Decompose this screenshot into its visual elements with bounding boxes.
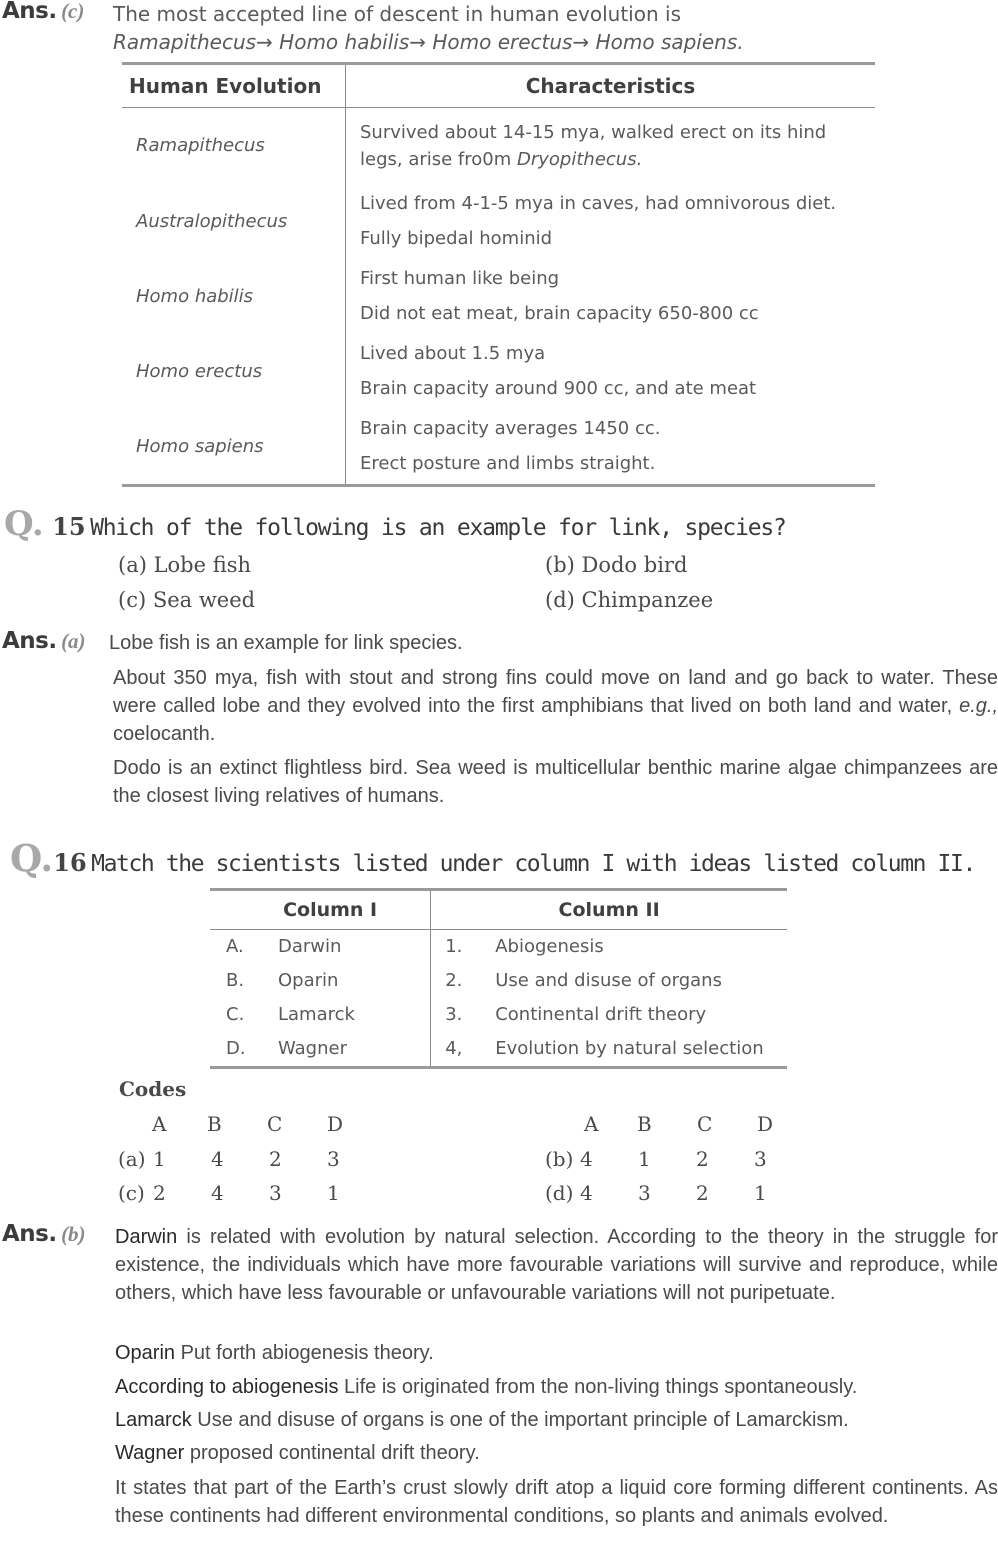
option-b: (b) Dodo bird (545, 553, 688, 577)
answer-label-q16 (2, 1221, 86, 1247)
scientist-name: Lamarck (278, 998, 431, 1032)
code-opt: (a) (118, 1147, 146, 1171)
code-col: B (207, 1112, 222, 1136)
char-line: Lived about 1.5 mya (360, 343, 546, 364)
idea-text: Evolution by natural selection (495, 1038, 764, 1059)
header-column-2: Column II (558, 899, 660, 921)
table-row (210, 1032, 787, 1066)
characteristics-cell (346, 259, 876, 334)
answer-label-q14 (2, 0, 84, 24)
question-number: 15 (52, 512, 86, 541)
code-val: 1 (638, 1147, 651, 1171)
code-val: 3 (327, 1147, 340, 1171)
code-val: 3 (269, 1181, 282, 1205)
keyword: Darwin (115, 1226, 178, 1248)
species-name: Ramapithecus (122, 108, 346, 184)
row-letter: C. (226, 1004, 245, 1025)
para-text: coelocanth. (113, 723, 216, 745)
code-val: 4 (211, 1181, 224, 1205)
table-row (210, 998, 787, 1032)
species-name: Homo erectus (122, 334, 346, 409)
row-letter: B. (226, 970, 245, 991)
char-text: legs, arise fro0m (360, 148, 517, 170)
para-text: proposed continental drift theory. (184, 1442, 480, 1464)
table-row (210, 964, 787, 998)
code-col: A (584, 1112, 599, 1136)
table-row (122, 108, 875, 184)
row-number: 4, (445, 1038, 463, 1059)
idea-text: Continental drift theory (495, 1004, 707, 1025)
char-line: Fully bipedal hominid (360, 228, 553, 249)
table-row (122, 184, 875, 259)
row-number: 2. (445, 970, 463, 991)
char-line: Brain capacity around 900 cc, and ate meat (360, 378, 757, 399)
row-letter: D. (226, 1038, 246, 1059)
characteristics-cell (346, 409, 876, 484)
char-italic: Dryopithecus. (517, 148, 643, 170)
q16-paragraph-drift: It states that part of the Earth’s crust slowly drift atop a liquid core forming different continents. As these continents had different environmental conditions, so plants and animals evolved. (115, 1477, 998, 1527)
code-option-d (545, 1181, 784, 1205)
para-italic: e.g., (959, 695, 998, 717)
question-16-heading (10, 836, 975, 880)
code-opt: (d) (545, 1181, 574, 1205)
answer-option: (a) (61, 629, 86, 653)
para-text: Life is originated from the non-living things spontaneously. (338, 1376, 858, 1398)
code-col: C (267, 1112, 283, 1136)
question-number: 16 (53, 848, 87, 877)
table-bottom-rule (210, 1066, 787, 1069)
header-characteristics: Characteristics (525, 74, 696, 98)
code-option-c (118, 1181, 357, 1205)
char-line: Brain capacity averages 1450 cc. (360, 418, 661, 439)
code-val: 2 (696, 1181, 709, 1205)
q16-paragraph-lamarck (115, 1406, 849, 1434)
scientist-name: Oparin (278, 964, 431, 998)
code-val: 1 (754, 1181, 767, 1205)
keyword: Lamarck (115, 1409, 192, 1431)
characteristics-cell (346, 334, 876, 409)
evolution-table (122, 62, 875, 487)
code-option-b (545, 1147, 784, 1171)
q16-paragraph-oparin (115, 1339, 434, 1367)
characteristics-cell (346, 184, 876, 259)
q16-paragraph-abiogenesis (115, 1373, 857, 1401)
table-row (122, 409, 875, 484)
species-name: Homo habilis (122, 259, 346, 334)
table-bottom-rule (122, 484, 875, 487)
code-col: A (152, 1112, 167, 1136)
keyword: Oparin (115, 1342, 176, 1364)
q16-paragraph-wagner (115, 1439, 480, 1467)
code-val: 3 (754, 1147, 767, 1171)
code-val: 4 (580, 1181, 593, 1205)
char-line: Erect posture and limbs straight. (360, 453, 656, 474)
char-line: Survived about 14-15 mya, walked erect on its hind (360, 121, 827, 143)
code-val: 4 (211, 1147, 224, 1171)
answer-label-q15 (2, 628, 86, 654)
char-line: First human like being (360, 268, 560, 289)
option-c: (c) Sea weed (118, 588, 256, 612)
char-line (360, 146, 875, 173)
q-mark: Q. (10, 836, 54, 880)
code-opt: (c) (118, 1181, 145, 1205)
code-col: D (327, 1112, 344, 1136)
code-opt: (b) (545, 1147, 574, 1171)
q16-paragraph-darwin (115, 1223, 998, 1307)
ans-text: Ans. (2, 1221, 57, 1247)
match-table (210, 888, 787, 1069)
q14-lineage: Ramapithecus→ Homo habilis→ Homo erectus→ Homo sapiens. (113, 30, 744, 54)
header-human-evolution: Human Evolution (122, 65, 346, 108)
row-number: 1. (445, 936, 463, 958)
q15-paragraph-1 (113, 664, 998, 748)
code-val: 2 (269, 1147, 282, 1171)
para-text: Put forth abiogenesis theory. (175, 1342, 434, 1364)
question-text: Match the scientists listed under column I with ideas listed column II. (91, 851, 975, 877)
q15-paragraph-2: Dodo is an extinct flightless bird. Sea weed is multicellular benthic marine algae chimpanzees are the closest living relatives of humans. (113, 757, 998, 807)
ans-text: Ans. (2, 0, 57, 24)
char-line: Lived from 4-1-5 mya in caves, had omnivorous diet. (360, 193, 837, 214)
code-col: D (757, 1112, 774, 1136)
characteristics-cell (346, 108, 876, 184)
idea-text: Abiogenesis (495, 936, 604, 958)
code-val: 1 (327, 1181, 340, 1205)
answer-option: (c) (61, 0, 85, 23)
table-row (210, 930, 787, 964)
question-15-heading (4, 504, 786, 544)
code-option-a (118, 1147, 357, 1171)
codes-title: Codes (119, 1077, 187, 1101)
answer-option: (b) (61, 1222, 86, 1246)
code-col: C (697, 1112, 713, 1136)
code-val: 1 (153, 1147, 166, 1171)
keyword: According to abiogenesis (115, 1376, 339, 1398)
table-row (122, 259, 875, 334)
species-name: Homo sapiens (122, 409, 346, 484)
option-a: (a) Lobe fish (118, 553, 252, 577)
code-val: 4 (580, 1147, 593, 1171)
option-d: (d) Chimpanzee (545, 588, 714, 612)
q15-answer-lead: Lobe fish is an example for link species. (109, 632, 463, 654)
question-text: Which of the following is an example for link, species? (90, 515, 786, 541)
scientist-name: Wagner (278, 1032, 431, 1066)
code-val: 2 (696, 1147, 709, 1171)
q-mark: Q. (4, 504, 44, 544)
q14-intro: The most accepted line of descent in human evolution is (113, 2, 681, 26)
code-col: B (637, 1112, 652, 1136)
scientist-name: Darwin (278, 930, 431, 964)
code-val: 3 (638, 1181, 651, 1205)
codes-header-right (584, 1112, 804, 1136)
para-text: About 350 mya, fish with stout and strong fins could move on land and go back to water. These were called lobe and they evolved into the first amphibians that lived on both land and water, (113, 667, 998, 717)
ans-text: Ans. (2, 628, 57, 654)
para-text: is related with evolution by natural selection. According to the theory in the struggle for existence, the individuals which have more favourable variations will survive and reproduce, while others, which have less favourable or unfavourable variations will not puripetuate. (115, 1226, 998, 1304)
species-name: Australopithecus (122, 184, 346, 259)
char-line: Did not eat meat, brain capacity 650-800 cc (360, 303, 759, 324)
code-val: 2 (153, 1181, 166, 1205)
keyword: Wagner (115, 1442, 185, 1464)
header-column-1: Column I (210, 891, 431, 930)
para-text: Use and disuse of organs is one of the important principle of Lamarckism. (191, 1409, 849, 1431)
codes-header-left (152, 1112, 372, 1136)
table-row (122, 334, 875, 409)
idea-text: Use and disuse of organs (495, 970, 722, 991)
row-letter: A. (226, 936, 244, 958)
row-number: 3. (445, 1004, 463, 1025)
